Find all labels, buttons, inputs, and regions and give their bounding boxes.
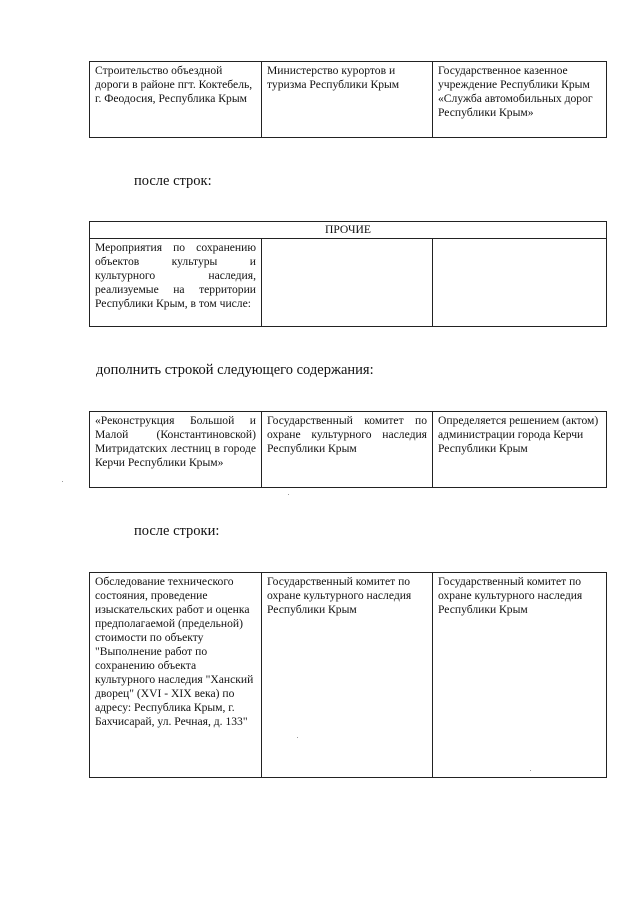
cell-event: Мероприятия по сохранению объектов культуры и культурного наследия, реализуемые на территории Республики Крым, в том числе: [90,239,262,327]
table-mithridates-stairs [89,411,607,488]
table-row [90,239,607,327]
section-header: ПРОЧИЕ [90,222,607,239]
cell-recipient [433,239,607,327]
instruction-add-row: дополнить строкой следующего содержания: [96,362,374,378]
table-row [90,62,607,138]
cell-administrator: Государственный комитет по охране культурного наследия Республики Крым [262,412,433,488]
scan-speck [288,494,289,495]
cell-recipient: Государственное казенное учреждение Республики Крым «Служба автомобильных дорог Республики Крым» [433,62,607,138]
scan-speck [297,737,298,738]
scan-speck [62,481,63,482]
cell-administrator: Министерство курортов и туризма Республики Крым [262,62,433,138]
table-row [90,412,607,488]
cell-event: «Реконструкция Большой и Малой (Константиновской) Митридатских лестниц в городе Керчи Республики Крым» [90,412,262,488]
scan-speck [530,770,531,771]
instruction-after-rows: после строк: [134,173,212,189]
table-row [90,573,607,778]
table-other-section [89,221,607,327]
cell-administrator: Государственный комитет по охране культурного наследия Республики Крым [262,573,433,778]
cell-event: Строительство объездной дороги в районе пгт. Коктебель, г. Феодосия, Республика Крым [90,62,262,138]
table-khan-palace [89,572,607,778]
cell-event: Обследование технического состояния, проведение изыскательских работ и оценка предполагаемой (предельной) стоимости по объекту "Выполнение работ по сохранению объекта культурного наследия "Ханский дворец" (XVI - XIX века) по адресу: Республика Крым, г. Бахчисарай, ул. Речная, д. 133" [90,573,262,778]
table-road-construction [89,61,607,138]
instruction-after-row: после строки: [134,523,220,539]
cell-recipient: Определяется решением (актом) администрации города Керчи Республики Крым [433,412,607,488]
section-header-row [90,222,607,239]
cell-administrator [262,239,433,327]
cell-recipient: Государственный комитет по охране культурного наследия Республики Крым [433,573,607,778]
